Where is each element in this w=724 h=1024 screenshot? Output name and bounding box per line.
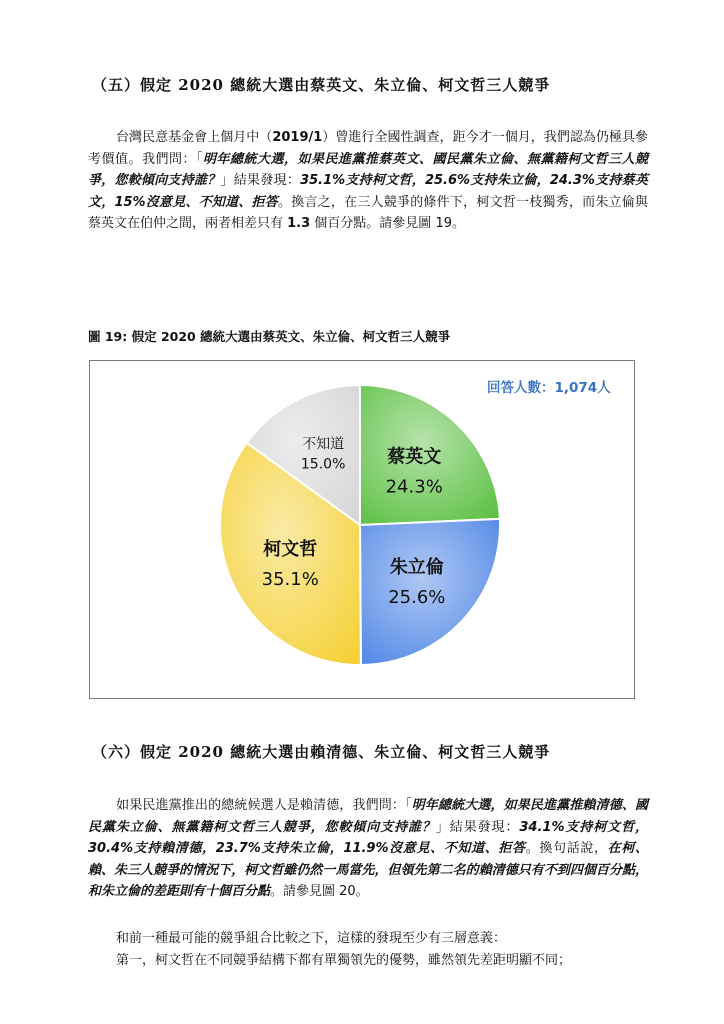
pie-value-1: 24.3% xyxy=(385,476,443,498)
paragraph-closing: 和前一種最可能的競爭組合比較之下，這樣的發現至少有三層意義： 第一，柯文哲在不同競爭結構下都有單獨領先的優勢，雖然領先差距明顯不同； xyxy=(116,931,572,968)
section-heading-5: （五）假定 2020 總統大選由蔡英文、朱立倫、柯文哲三人競爭 xyxy=(92,76,551,94)
respondent-count: 回答人數：1,074人 xyxy=(487,380,611,396)
figure-caption: 圖 19: 假定 2020 總統大選由蔡英文、朱立倫、柯文哲三人競爭 xyxy=(88,329,451,344)
pie-chart xyxy=(89,360,635,699)
section-heading-6: （六）假定 2020 總統大選由賴清德、朱立倫、柯文哲三人競爭 xyxy=(92,743,551,761)
pie-value-4: 15.0% xyxy=(300,456,346,473)
survey-question-2: 明年總統大選，如果民進黨推賴清德、國民黨朱立倫、無黨籍柯文哲三人競爭，您較傾向支持誰？ xyxy=(88,798,648,835)
interpretation: 在柯、賴、朱三人競爭的情況下，柯文哲雖仍然一馬當先，但領先第二名的賴清德只有不到四個百分點，和朱立倫的差距則有十個百分點 xyxy=(88,841,648,899)
survey-result: 35.1%支持柯文哲，25.6%支持朱立倫，24.3%支持蔡英文，15%沒意見、不知道、拒答 xyxy=(88,173,648,210)
paragraph-section-6: 如果民進黨推出的總統候選人是賴清德，我們問：「明年總統大選，如果民進黨推賴清德、國民黨朱立倫、無黨籍柯文哲三人競爭，您較傾向支持誰？」結果發現：34.1%支持柯文哲，30.4%支持賴清德，23.7%支持朱立倫，11.9%沒意見、不知道、拒答。換句話說，在柯、賴、朱三人競爭的情況下，柯文哲雖仍然一馬當先，但領先第二名的賴清德只有不到四個百分點，和朱立倫的差距則有十個百分點。請參見圖 20。 xyxy=(88,798,648,899)
pie-label-4: 不知道 xyxy=(302,436,345,453)
pie-label-1: 蔡英文 xyxy=(387,446,442,468)
pie-label-3: 柯文哲 xyxy=(263,538,318,560)
survey-question: 明年總統大選，如果民進黨推蔡英文、國民黨朱立倫、無黨籍柯文哲三人競爭，您較傾向支持誰？ xyxy=(88,151,648,188)
pie-value-2: 25.6% xyxy=(388,587,446,609)
pie-value-3: 35.1% xyxy=(261,568,319,590)
paragraph-section-5: 台灣民意基金會上個月中（2019/1）曾進行全國性調查，距今才一個月，我們認為仍極具參考價值。我們問：「明年總統大選，如果民進黨推蔡英文、國民黨朱立倫、無黨籍柯文哲三人競爭，您較傾向支持誰？」結果發現：35.1%支持柯文哲，25.6%支持朱立倫，24.3%支持蔡英文，15%沒意見、不知道、拒答。換言之，在三人競爭的條件下，柯文哲一枝獨秀，而朱立倫與蔡英文在伯仲之間，兩者相差只有 1.3 個百分點。請參見圖 19。 xyxy=(88,130,648,231)
survey-result-2: 34.1%支持柯文哲，30.4%支持賴清德，23.7%支持朱立倫，11.9%沒意見、不知道、拒答 xyxy=(88,819,648,856)
pie-label-2: 朱立倫 xyxy=(389,557,444,579)
